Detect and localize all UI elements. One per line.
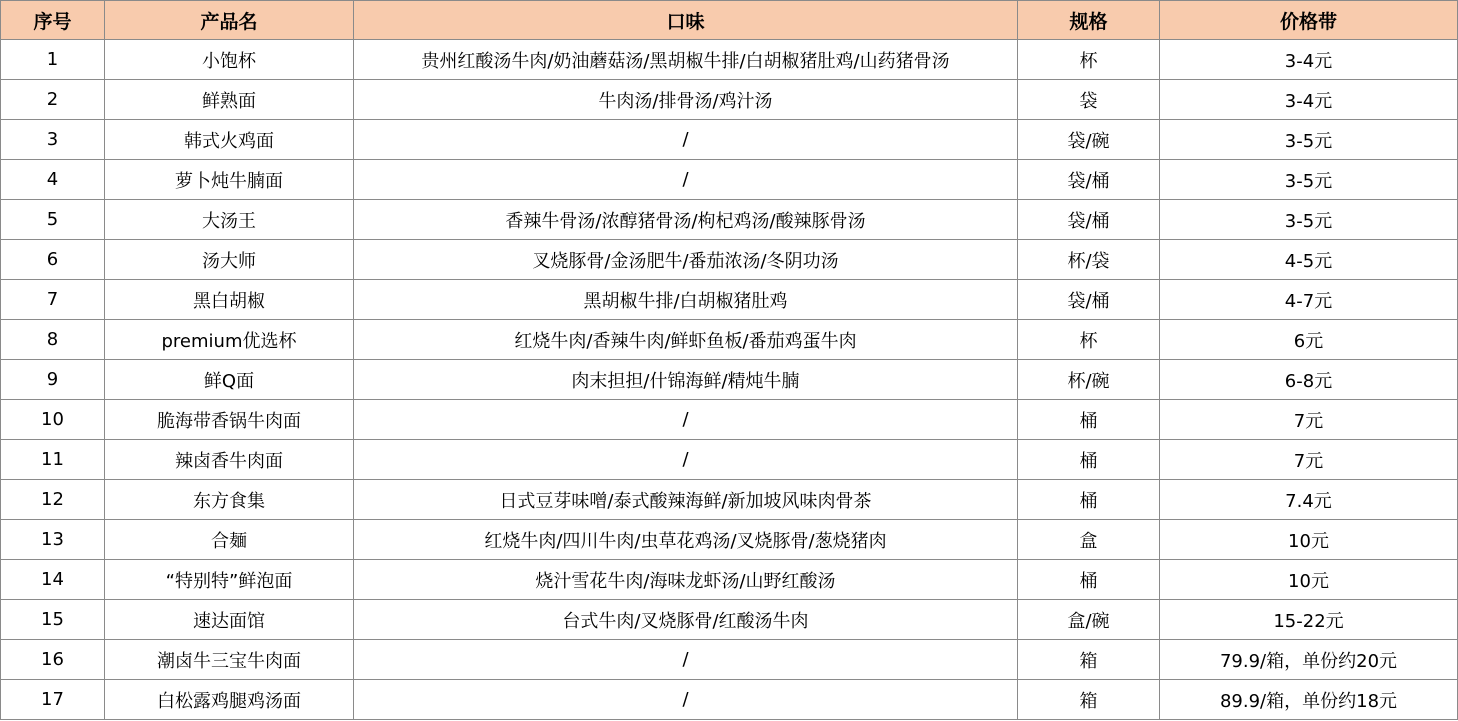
cell-flavor[interactable]: 黑胡椒牛排/白胡椒猪肚鸡 [354,280,1018,320]
cell-index[interactable]: 6 [1,240,105,280]
cell-index[interactable]: 10 [1,400,105,440]
table-row [1,400,1458,440]
cell-index[interactable]: 14 [1,560,105,600]
cell-flavor[interactable]: 台式牛肉/叉烧豚骨/红酸汤牛肉 [354,600,1018,640]
table-row [1,600,1458,640]
cell-price[interactable]: 3-5元 [1160,200,1458,240]
header-row [1,1,1458,40]
cell-spec[interactable]: 杯 [1018,320,1160,360]
cell-price[interactable]: 7元 [1160,440,1458,480]
cell-flavor[interactable]: / [354,120,1018,160]
cell-flavor[interactable]: / [354,160,1018,200]
cell-spec[interactable]: 盒 [1018,520,1160,560]
cell-index[interactable]: 17 [1,680,105,720]
cell-name[interactable]: 萝卜炖牛腩面 [105,160,354,200]
cell-flavor[interactable]: 日式豆芽味噌/泰式酸辣海鲜/新加坡风味肉骨茶 [354,480,1018,520]
cell-price[interactable]: 7元 [1160,400,1458,440]
table-row [1,320,1458,360]
cell-spec[interactable]: 杯/袋 [1018,240,1160,280]
cell-name[interactable]: 合麺 [105,520,354,560]
cell-price[interactable]: 7.4元 [1160,480,1458,520]
cell-name[interactable]: 小饱杯 [105,40,354,80]
cell-name[interactable]: 速达面馆 [105,600,354,640]
cell-index[interactable]: 2 [1,80,105,120]
cell-index[interactable]: 7 [1,280,105,320]
cell-spec[interactable]: 袋/桶 [1018,280,1160,320]
cell-index[interactable]: 1 [1,40,105,80]
cell-flavor[interactable]: 叉烧豚骨/金汤肥牛/番茄浓汤/冬阴功汤 [354,240,1018,280]
header-flavor[interactable]: 口味 [354,1,1018,40]
cell-flavor[interactable]: 肉末担担/什锦海鲜/精炖牛腩 [354,360,1018,400]
table-row [1,200,1458,240]
cell-flavor[interactable]: / [354,640,1018,680]
table-header [1,1,1458,40]
cell-index[interactable]: 16 [1,640,105,680]
header-spec[interactable]: 规格 [1018,1,1160,40]
cell-name[interactable]: “特别特”鲜泡面 [105,560,354,600]
cell-name[interactable]: 韩式火鸡面 [105,120,354,160]
cell-flavor[interactable]: / [354,400,1018,440]
cell-index[interactable]: 8 [1,320,105,360]
table-row [1,240,1458,280]
header-name[interactable]: 产品名 [105,1,354,40]
table-row [1,80,1458,120]
table-body [1,40,1458,720]
cell-flavor[interactable]: 红烧牛肉/四川牛肉/虫草花鸡汤/叉烧豚骨/葱烧猪肉 [354,520,1018,560]
table-row [1,280,1458,320]
cell-name[interactable]: 黑白胡椒 [105,280,354,320]
cell-spec[interactable]: 桶 [1018,400,1160,440]
table-row [1,680,1458,720]
cell-spec[interactable]: 杯/碗 [1018,360,1160,400]
table-row [1,560,1458,600]
cell-price[interactable]: 4-5元 [1160,240,1458,280]
cell-spec[interactable]: 桶 [1018,560,1160,600]
cell-price[interactable]: 89.9/箱，单份约18元 [1160,680,1458,720]
cell-name[interactable]: 大汤王 [105,200,354,240]
cell-price[interactable]: 10元 [1160,520,1458,560]
cell-name[interactable]: 汤大师 [105,240,354,280]
cell-price[interactable]: 6-8元 [1160,360,1458,400]
cell-spec[interactable]: 袋 [1018,80,1160,120]
cell-name[interactable]: 鲜熟面 [105,80,354,120]
cell-index[interactable]: 11 [1,440,105,480]
cell-index[interactable]: 3 [1,120,105,160]
cell-price[interactable]: 3-4元 [1160,80,1458,120]
cell-price[interactable]: 3-5元 [1160,120,1458,160]
cell-index[interactable]: 4 [1,160,105,200]
cell-name[interactable]: 辣卤香牛肉面 [105,440,354,480]
cell-index[interactable]: 9 [1,360,105,400]
cell-spec[interactable]: 杯 [1018,40,1160,80]
cell-spec[interactable]: 箱 [1018,680,1160,720]
table-row [1,440,1458,480]
cell-price[interactable]: 3-4元 [1160,40,1458,80]
cell-flavor[interactable]: 牛肉汤/排骨汤/鸡汁汤 [354,80,1018,120]
table-row [1,360,1458,400]
cell-spec[interactable]: 箱 [1018,640,1160,680]
header-index[interactable]: 序号 [1,1,105,40]
table-row [1,120,1458,160]
cell-flavor[interactable]: 香辣牛骨汤/浓醇猪骨汤/枸杞鸡汤/酸辣豚骨汤 [354,200,1018,240]
table-row [1,520,1458,560]
cell-name[interactable]: 脆海带香锅牛肉面 [105,400,354,440]
header-price[interactable]: 价格带 [1160,1,1458,40]
cell-index[interactable]: 13 [1,520,105,560]
cell-spec[interactable]: 袋/碗 [1018,120,1160,160]
table-row [1,640,1458,680]
table-row [1,480,1458,520]
cell-index[interactable]: 12 [1,480,105,520]
cell-price[interactable]: 3-5元 [1160,160,1458,200]
table-row [1,40,1458,80]
cell-spec[interactable]: 桶 [1018,440,1160,480]
cell-index[interactable]: 5 [1,200,105,240]
cell-flavor[interactable]: / [354,680,1018,720]
cell-price[interactable]: 15-22元 [1160,600,1458,640]
cell-name[interactable]: 潮卤牛三宝牛肉面 [105,640,354,680]
cell-price[interactable]: 10元 [1160,560,1458,600]
cell-spec[interactable]: 袋/桶 [1018,200,1160,240]
table-row [1,160,1458,200]
cell-price[interactable]: 79.9/箱，单份约20元 [1160,640,1458,680]
cell-name[interactable]: premium优选杯 [105,320,354,360]
cell-flavor[interactable]: / [354,440,1018,480]
cell-spec[interactable]: 盒/碗 [1018,600,1160,640]
cell-flavor[interactable]: 烧汁雪花牛肉/海味龙虾汤/山野红酸汤 [354,560,1018,600]
cell-spec[interactable]: 袋/桶 [1018,160,1160,200]
cell-spec[interactable]: 桶 [1018,480,1160,520]
cell-name[interactable]: 鲜Q面 [105,360,354,400]
cell-price[interactable]: 6元 [1160,320,1458,360]
cell-flavor[interactable]: 贵州红酸汤牛肉/奶油蘑菇汤/黑胡椒牛排/白胡椒猪肚鸡/山药猪骨汤 [354,40,1018,80]
cell-name[interactable]: 东方食集 [105,480,354,520]
cell-flavor[interactable]: 红烧牛肉/香辣牛肉/鲜虾鱼板/番茄鸡蛋牛肉 [354,320,1018,360]
cell-name[interactable]: 白松露鸡腿鸡汤面 [105,680,354,720]
cell-index[interactable]: 15 [1,600,105,640]
cell-price[interactable]: 4-7元 [1160,280,1458,320]
